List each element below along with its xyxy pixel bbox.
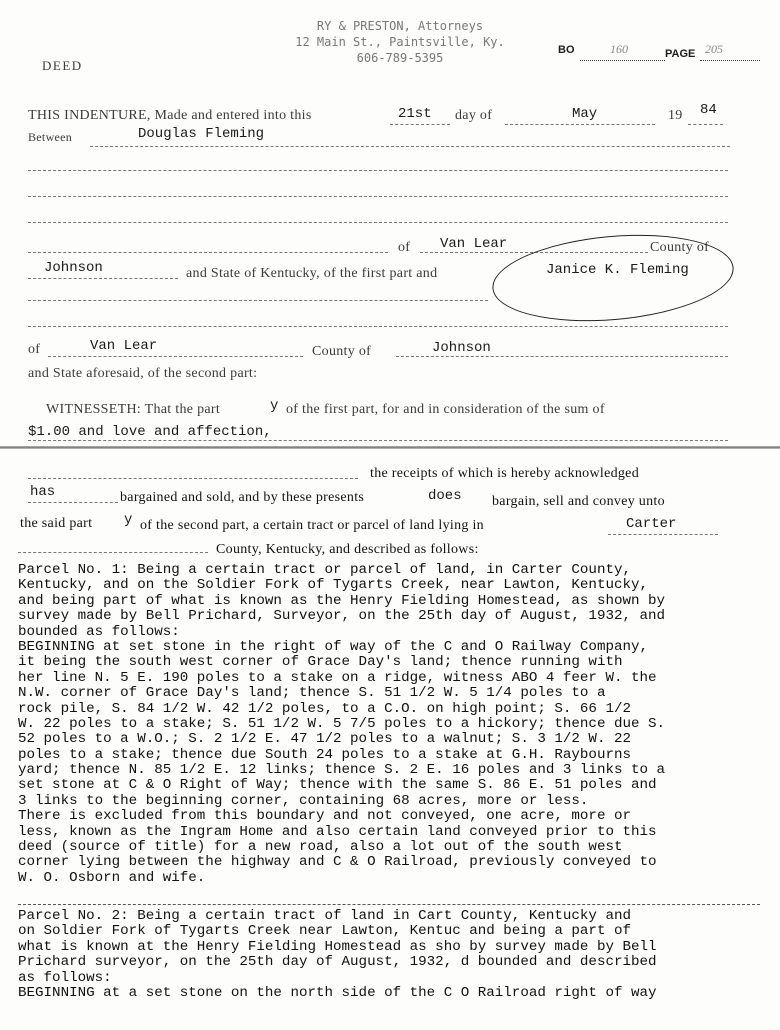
state-phrase: and State of Kentucky, of the first part and [186, 266, 438, 281]
convey-text: bargain, sell and convey unto [492, 494, 665, 509]
blank-line-6 [28, 326, 728, 327]
described-line [18, 552, 208, 553]
parcel-line: poles to a stake; thence due South 24 poles to a stake at G.H. Raybourns [18, 746, 631, 763]
county-carter-line [608, 534, 718, 535]
book-line [580, 60, 665, 61]
parcel-2 [18, 909, 760, 1001]
year-line [688, 124, 723, 125]
indenture-year: 84 [700, 102, 717, 118]
indenture-day-of: day of [455, 108, 493, 123]
said-party: the said part [20, 516, 93, 531]
blank-line-5 [28, 300, 488, 301]
parcel-line: N.W. corner of Grace Day's land; thence S. 51 1/2 W. 5 1/4 poles to a [18, 685, 606, 702]
letterhead-phone: 606-789-5395 [356, 51, 444, 65]
second-county: Johnson [432, 340, 491, 356]
bargained-text: bargained and sold, and by these presents [120, 490, 365, 505]
said-y: y [124, 512, 133, 528]
parcel-line: on Soldier Fork of Tygarts Creek near Lawton, Kentuc and being a part of [18, 923, 631, 940]
blank-line-3 [28, 196, 728, 197]
tract-text: of the second part, a certain tract or parcel of land lying in [140, 518, 484, 533]
parcel-line: deed (source of title) for a new road, also a lot out of the south west [18, 839, 623, 856]
described-text: County, Kentucky, and described as follows: [216, 542, 479, 557]
parcel-line: and being part of what is known as the Henry Fielding Homestead, as shown by [18, 592, 666, 609]
letterhead-street: 12 Main St., Paintsville, Ky. [295, 35, 505, 49]
receipts-text: the receipts of which is hereby acknowledged [370, 466, 639, 481]
parcel-line: it being the south west corner of Grace Day's land; thence running with [18, 654, 623, 671]
letterhead-firm: RY & PRESTON, Attorneys [316, 19, 484, 33]
parcel-line: what is known at the Henry Fielding Homestead as sho by survey made by Bell [18, 938, 657, 955]
indenture-intro: THIS INDENTURE, Made and entered into this [28, 108, 312, 123]
has-text: has [30, 484, 56, 500]
parcel-line: her line N. 5 E. 190 poles to a stake on a ridge, witness ABO 4 feer W. the [18, 669, 657, 686]
year-prefix: 19 [668, 108, 683, 123]
parcel-line: Prichard surveyor, on the 25th day of August, 1932, d bounded and described [18, 954, 657, 971]
second-part-phrase: and State aforesaid, of the second part: [28, 366, 258, 381]
parcel-line: corner lying between the highway and C & O Railroad, previously conveyed to [18, 854, 657, 871]
county2-line [396, 356, 728, 357]
page-line [700, 60, 760, 61]
blank-line-2 [28, 170, 728, 171]
consideration: $1.00 and love and affection, [28, 424, 272, 440]
witnesseth: WITNESSETH: That the part [46, 402, 221, 417]
parcel-line: 3 links to the beginning corner, containing 68 acres, more or less. [18, 792, 589, 809]
indenture-month: May [572, 106, 598, 122]
blank-line-4 [28, 222, 728, 223]
does-text: does [428, 488, 462, 504]
second-party: Janice K. Fleming [546, 262, 689, 278]
witnesseth-rest: of the first part, for and in consideration of the sum of [286, 402, 605, 417]
page-fold [0, 446, 780, 449]
blank-line-1 [90, 146, 730, 147]
first-city: Van Lear [440, 236, 508, 252]
first-party: Douglas Fleming [138, 126, 265, 142]
parcel-divider [18, 904, 760, 905]
witnesseth-y: y [270, 398, 279, 414]
parcel-line: Parcel No. 2: Being a certain tract of land in Cart County, Kentucky and [18, 908, 631, 924]
between-label: Between [28, 130, 73, 144]
page-label: PAGE [665, 48, 696, 60]
parcel-line: bounded as follows: [18, 623, 180, 640]
of-line [28, 252, 388, 253]
parcel-line: 52 poles to a W.O.; S. 2 1/2 E. 47 1/2 poles to a walnut; S. 3 1/2 W. 22 [18, 731, 631, 748]
circled-annotation [489, 226, 737, 331]
parcel-line: Kentucky, and on the Soldier Fork of Tygarts Creek, near Lawton, Kentucky, [18, 577, 649, 594]
parcel-line: W. O. Osborn and wife. [18, 869, 206, 886]
of2-label: of [28, 342, 41, 357]
first-county: Johnson [44, 260, 103, 276]
parcel-line: rock pile, S. 84 1/2 W. 42 1/2 poles, to a C.O. on high point; S. 66 1/2 [18, 700, 631, 717]
parcel-line: less, known as the Ingram Home and also certain land conveyed prior to this [18, 823, 657, 840]
parcel-1 [18, 563, 760, 886]
parcel-line: BEGINNING at a set stone on the north side of the C O Railroad right of way [18, 984, 657, 1001]
indenture-day: 21st [398, 106, 432, 122]
book-value: 160 [610, 42, 628, 56]
parcel-line: There is excluded from this boundary and not conveyed, one acre, more or [18, 808, 631, 825]
of-label: of [398, 240, 411, 255]
parcel-line: survey made by Bell Prichard, Surveyor, on the 25th day of August, 1932, and [18, 608, 666, 625]
consideration-line [28, 440, 728, 441]
second-city: Van Lear [90, 338, 158, 354]
book-label: BO [558, 44, 575, 56]
city2-line [48, 356, 303, 357]
parcel-line: W. 22 poles to a stake; S. 51 1/2 W. 5 7/5 poles to a hickory; thence due S. [18, 715, 666, 732]
receipts-line [28, 478, 358, 479]
parcel-line: yard; thence N. 85 1/2 E. 12 links; thence S. 2 E. 16 poles and 3 links to a [18, 762, 666, 779]
parcel-line: Parcel No. 1: Being a certain tract or parcel of land, in Carter County, [18, 562, 631, 578]
month-line [505, 124, 655, 125]
parcel-line: as follows: [18, 969, 112, 986]
county-of2-label: County of [312, 344, 372, 359]
county-carter: Carter [626, 516, 677, 532]
county-line [28, 278, 178, 279]
parcel-line: BEGINNING at set stone in the right of way of the C and O Railway Company, [18, 638, 649, 655]
doc-label: DEED [42, 58, 83, 73]
page-value: 205 [705, 42, 723, 56]
county-of-label: County of [650, 240, 710, 255]
day-line [390, 124, 450, 125]
parcel-line: set stone at C & O Right of Way; thence with the same S. 86 E. 51 poles and [18, 777, 657, 794]
has-line [28, 502, 118, 503]
